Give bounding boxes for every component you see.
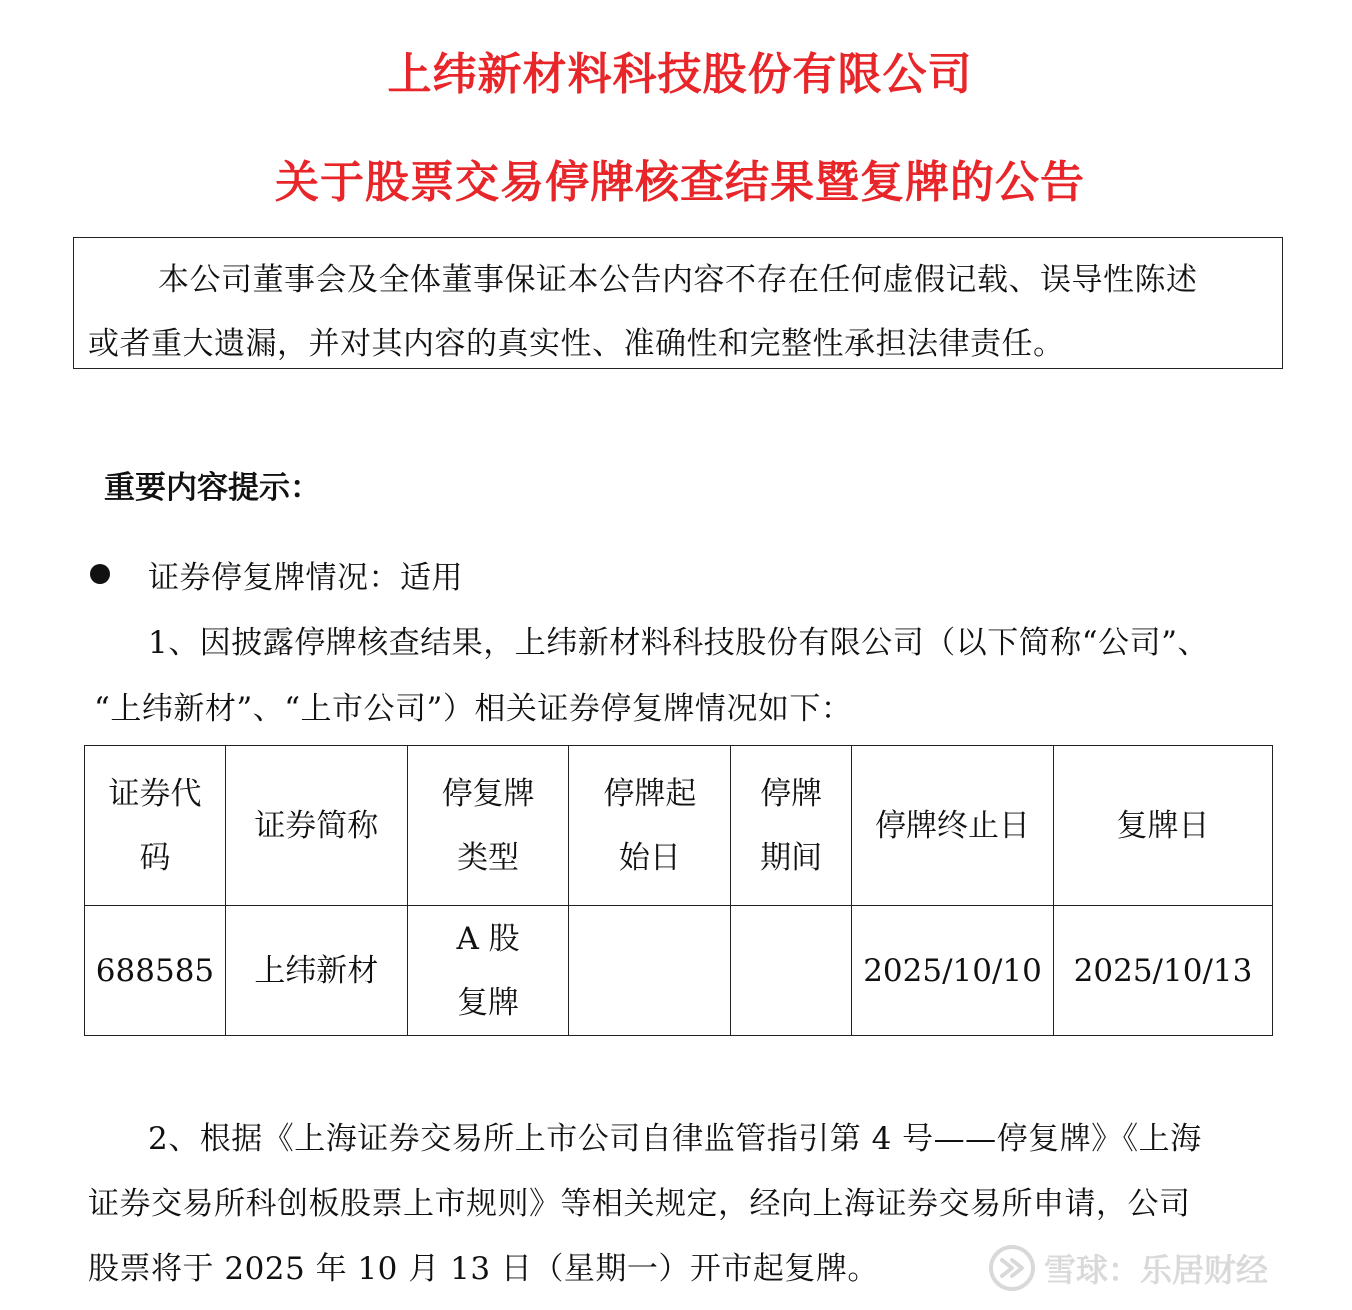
snowball-logo-icon	[988, 1244, 1036, 1292]
bullet-icon	[90, 564, 110, 584]
important-content-heading: 重要内容提示：	[104, 470, 321, 506]
notice-line-2: 或者重大遗漏，并对其内容的真实性、准确性和完整性承担法律责任。	[88, 326, 1065, 362]
paragraph-1-line-2: “上纬新材”、“上市公司”）相关证券停复牌情况如下：	[94, 691, 853, 727]
header-security-name: 证券简称	[225, 746, 407, 906]
paragraph-1-line-1: 1、因披露停牌核查结果，上纬新材料科技股份有限公司（以下简称“公司”、	[148, 625, 1209, 661]
header-suspension-type: 停复牌 类型	[407, 746, 569, 906]
cell-suspension-end: 2025/10/10	[852, 906, 1054, 1036]
header-resumption-date: 复牌日	[1054, 746, 1273, 906]
cell-suspension-period	[731, 906, 852, 1036]
cell-security-code: 688585	[85, 906, 226, 1036]
paragraph-2-line-1: 2、根据《上海证券交易所上市公司自律监管指引第 4 号——停复牌》《上海	[148, 1121, 1202, 1157]
cell-suspension-start	[569, 906, 731, 1036]
watermark-text: 雪球：乐居财经	[1044, 1251, 1269, 1289]
paragraph-2-line-2: 证券交易所科创板股票上市规则》等相关规定，经向上海证券交易所申请，公司	[88, 1186, 1191, 1222]
header-suspension-period: 停牌 期间	[731, 746, 852, 906]
header-security-code: 证券代 码	[85, 746, 226, 906]
company-name-title: 上纬新材料科技股份有限公司	[387, 49, 973, 100]
cell-security-name: 上纬新材	[225, 906, 407, 1036]
watermark	[988, 1240, 1268, 1296]
suspension-table	[84, 745, 1273, 1036]
announcement-title: 关于股票交易停牌核查结果暨复牌的公告	[275, 157, 1085, 208]
header-suspension-end: 停牌终止日	[852, 746, 1054, 906]
cell-resumption-date: 2025/10/13	[1054, 906, 1273, 1036]
suspension-status-bullet: 证券停复牌情况：适用	[148, 560, 463, 596]
table-header-row	[85, 746, 1273, 906]
table-row	[85, 906, 1273, 1036]
paragraph-2-line-3: 股票将于 2025 年 10 月 13 日（星期一）开市起复牌。	[88, 1251, 879, 1287]
header-suspension-start: 停牌起 始日	[569, 746, 731, 906]
cell-suspension-type: A 股 复牌	[407, 906, 569, 1036]
board-guarantee-notice-box	[73, 237, 1283, 369]
notice-line-1: 本公司董事会及全体董事保证本公告内容不存在任何虚假记载、误导性陈述	[158, 262, 1198, 298]
